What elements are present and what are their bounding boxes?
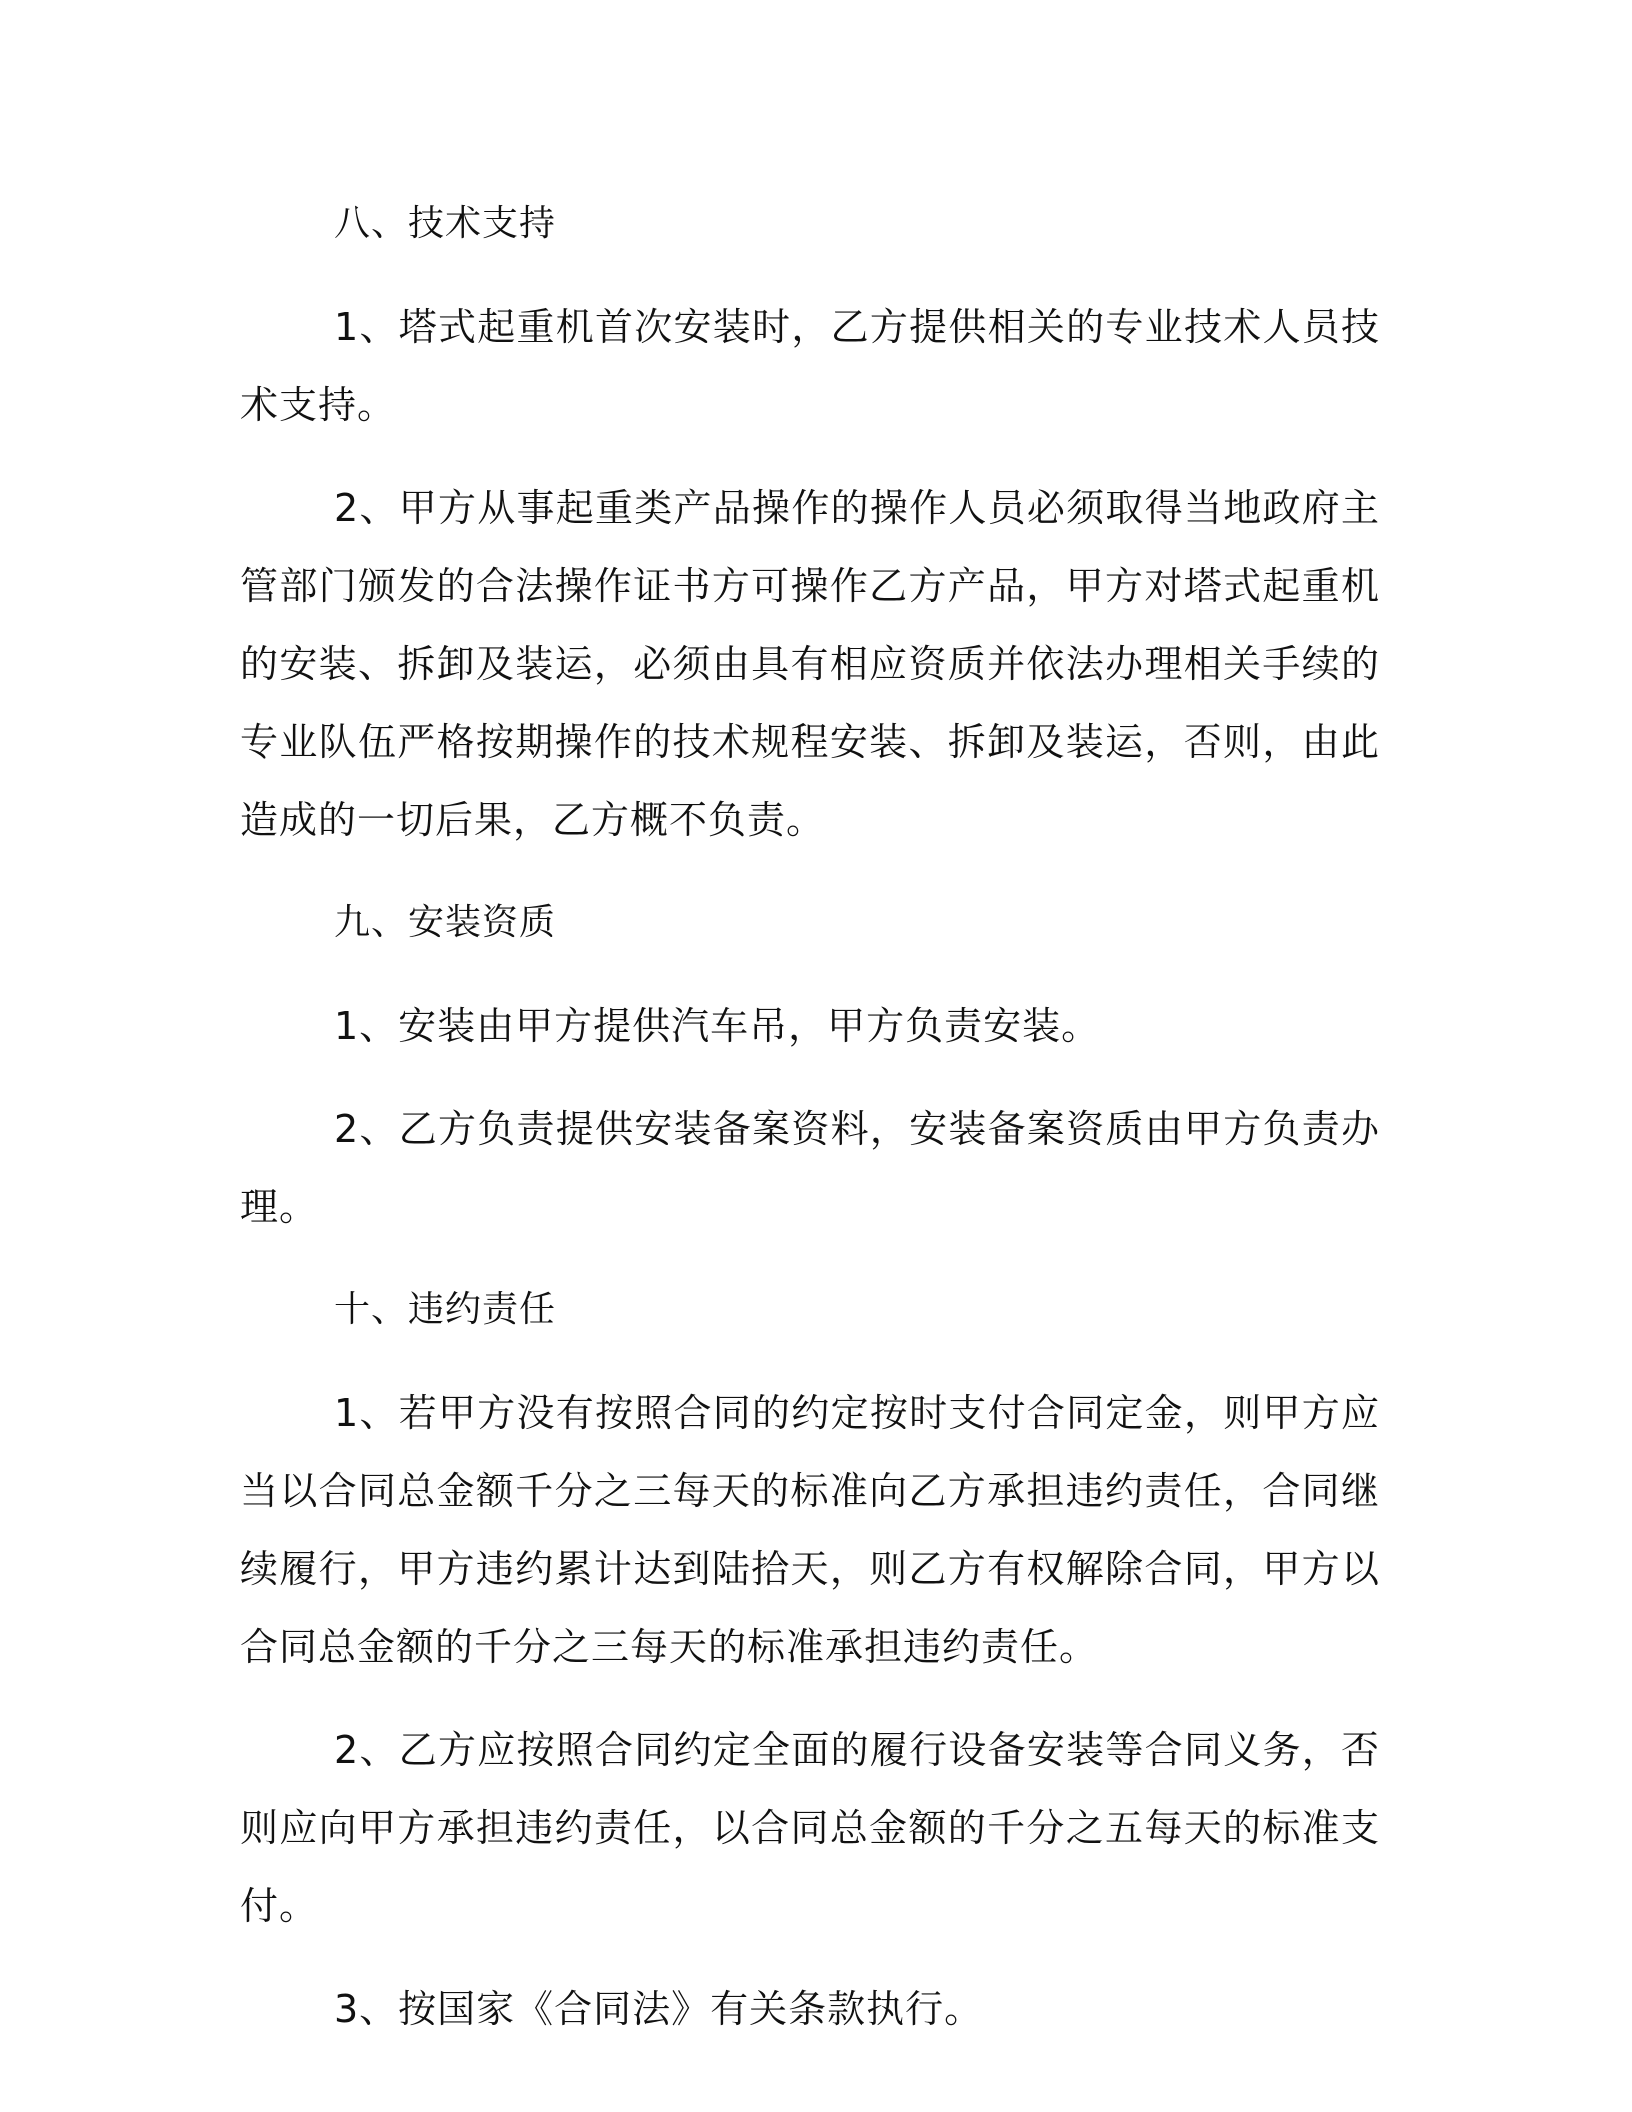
clause-installation-qualification-2: 2、乙方负责提供安装备案资料，安装备案资质由甲方负责办理。 [240,1107,1380,1229]
clause-technical-support-1: 1、塔式起重机首次安装时，乙方提供相关的专业技术人员技术支持。 [240,305,1380,427]
clause-technical-support-2: 2、甲方从事起重类产品操作的操作人员必须取得当地政府主管部门颁发的合法操作证书方可操作乙方产品，甲方对塔式起重机的安装、拆卸及装运，必须由具有相应资质并依法办理相关手续的专业队伍严格按期操作的技术规程安装、拆卸及装运，否则，由此造成的一切后果，乙方概不负责。 [240,486,1380,842]
section-heading-installation-qualification: 九、安装资质 [334,902,557,943]
clause-installation-qualification-1: 1、安装由甲方提供汽车吊，甲方负责安装。 [334,1004,1101,1048]
clause-breach-liability-3: 3、按国家《合同法》有关条款执行。 [334,1987,984,2031]
section-heading-technical-support: 八、技术支持 [334,203,557,244]
section-heading-breach-liability: 十、违约责任 [334,1289,557,1330]
document-body [240,185,1380,2048]
clause-breach-liability-2: 2、乙方应按照合同约定全面的履行设备安装等合同义务，否则应向甲方承担违约责任，以合同总金额的千分之五每天的标准支付。 [240,1728,1380,1928]
clause-breach-liability-1: 1、若甲方没有按照合同的约定按时支付合同定金，则甲方应当以合同总金额千分之三每天的标准向乙方承担违约责任，合同继续履行，甲方违约累计达到陆拾天，则乙方有权解除合同，甲方以合同总金额的千分之三每天的标准承担违约责任。 [240,1391,1380,1669]
